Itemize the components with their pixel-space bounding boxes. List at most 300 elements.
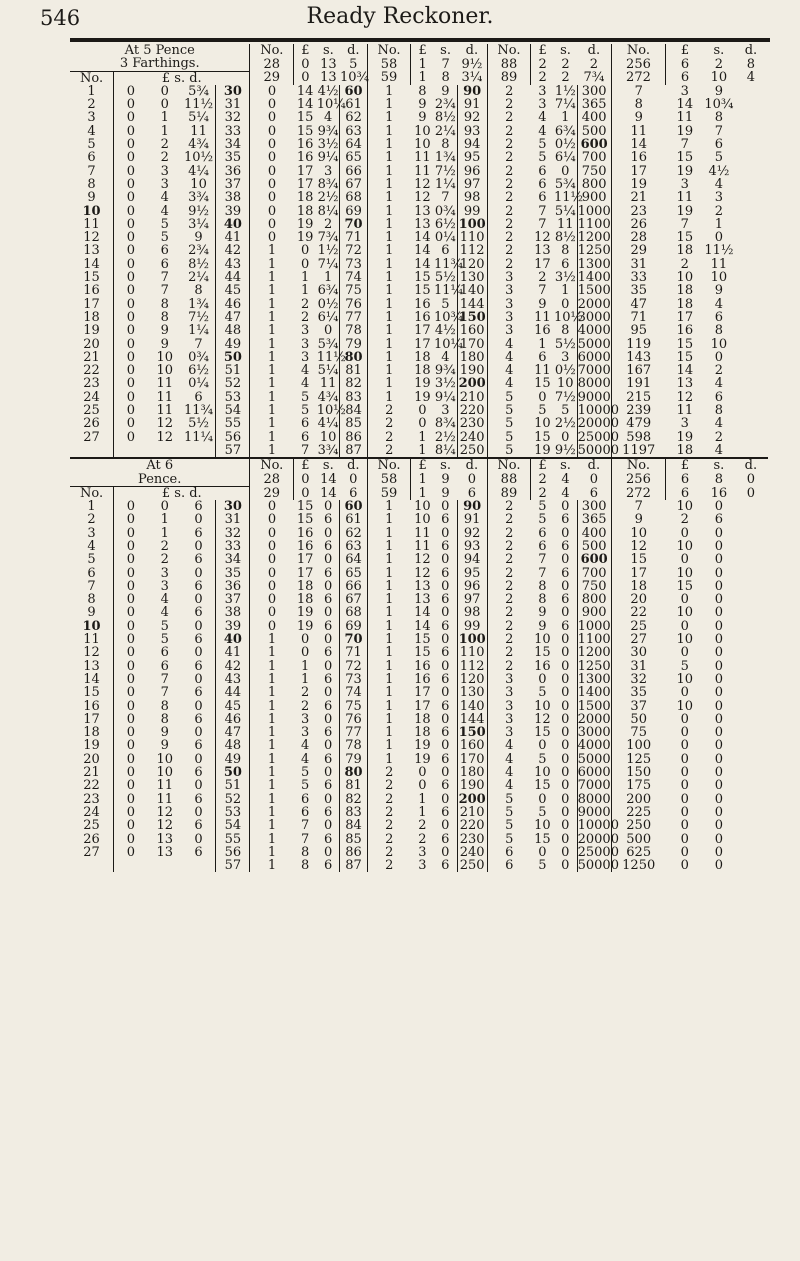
cell-no: 600: [577, 553, 611, 566]
cell-pence: 0: [194, 778, 203, 794]
cell-pounds: 22: [611, 606, 666, 619]
cell-no: 9: [87, 605, 96, 621]
cell-shillings: 6: [538, 525, 547, 541]
cell-pounds: 3: [487, 686, 531, 699]
cell-no: 67: [340, 593, 367, 606]
cell-no: 17: [83, 711, 100, 727]
cell-pounds: 225: [611, 806, 666, 819]
cell-pounds: 1: [250, 391, 294, 404]
cell-pence: 5: [561, 403, 570, 419]
cell-no: 34: [216, 138, 250, 151]
cell-no: 220: [457, 819, 487, 832]
cell-no: 250: [457, 444, 487, 458]
cell-shillings: 1: [418, 804, 427, 820]
cell-no: 32: [216, 527, 250, 540]
col-header-no: No.: [250, 44, 294, 58]
cell-pounds: 1: [250, 846, 294, 859]
cell-no: 73: [340, 258, 367, 271]
cell-pounds: 1: [367, 391, 411, 404]
cell-no: 15: [83, 685, 100, 701]
cell-pounds: 0: [114, 500, 148, 513]
cell-pence: 6: [561, 565, 570, 581]
cell-pence: 0: [441, 552, 450, 568]
cell-pounds: 0: [250, 125, 294, 138]
cell-no: 79: [340, 753, 367, 766]
cell-no: 20: [83, 751, 100, 767]
cell-no: 41: [216, 646, 250, 659]
cell-shillings: 5: [538, 512, 547, 528]
cell-pounds: 0: [250, 606, 294, 619]
cell-pence: 2: [714, 363, 724, 379]
table-6-pence: [70, 459, 768, 872]
cell-no: 230: [457, 833, 487, 846]
cell-shillings: 0: [680, 618, 689, 634]
cell-pence: 2½: [434, 429, 456, 445]
cell-pounds: 119: [611, 338, 666, 351]
cell-no: 16: [83, 698, 100, 714]
cell-pence: 6: [441, 538, 450, 554]
cell-pounds: 1: [367, 500, 411, 513]
cell-pounds: 47: [611, 298, 666, 311]
cell-no: 10000: [577, 403, 619, 419]
cell-no: 40: [216, 218, 250, 231]
cell-pence: 0: [561, 429, 570, 445]
cell-no: 26: [83, 831, 100, 847]
cell-shillings: 19: [676, 163, 694, 179]
cell-shillings: 10: [414, 512, 431, 528]
cell-shillings: 8: [160, 309, 169, 325]
cell-pence: 5: [441, 296, 450, 312]
cell-shillings: 1: [418, 429, 427, 445]
cell-pounds: 2: [487, 165, 531, 178]
cell-no: 19: [83, 738, 100, 754]
cell-shillings: 15: [676, 578, 694, 594]
cell-pence: 6½: [434, 216, 456, 232]
cell-pence: 0: [323, 658, 333, 674]
cell-pounds: 0: [294, 71, 317, 85]
cell-pounds: 1: [367, 85, 411, 98]
cell-pence: 0: [323, 711, 333, 727]
cell-pence: 1¼: [434, 176, 456, 192]
cell-no: 6000: [577, 765, 611, 781]
cell-pence: 4¾: [188, 137, 209, 153]
cell-pounds: 1: [250, 338, 294, 351]
cell-pounds: 0: [250, 567, 294, 580]
cell-pounds: 1: [367, 338, 411, 351]
cell-pence: 0: [746, 485, 756, 501]
cell-no: 15: [83, 270, 100, 286]
cell-shillings: 17: [296, 163, 314, 179]
cell-pounds: 5: [487, 793, 531, 806]
table-row: [70, 846, 768, 859]
cell-shillings: 0: [680, 804, 689, 820]
table-row: [70, 739, 768, 752]
col-header-money: £: [531, 459, 554, 473]
cell-no: 26: [83, 416, 100, 432]
cell-shillings: 16: [414, 671, 431, 687]
cell-pounds: 1: [367, 660, 411, 673]
table-row: [70, 580, 768, 593]
cell-no: 35: [216, 567, 250, 580]
cell-pounds: 7: [611, 500, 666, 513]
cell-no: 44: [216, 271, 250, 284]
cell-pence: 6: [441, 512, 450, 528]
table-row: [70, 673, 768, 686]
cell-pounds: 0: [250, 513, 294, 526]
cell-no: 22: [83, 363, 100, 379]
cell-shillings: 16: [414, 658, 431, 674]
cell-pounds: 30: [611, 646, 666, 659]
cell-shillings: 11: [156, 791, 174, 807]
cell-shillings: 4: [301, 751, 310, 767]
cell-shillings: 6: [538, 349, 547, 365]
cell-no: 49: [216, 753, 250, 766]
cell-pounds: 0: [114, 660, 148, 673]
cell-shillings: 10: [676, 698, 694, 714]
table-row: [70, 431, 768, 444]
table-row: [70, 779, 768, 792]
cell-pence: 0: [323, 844, 333, 860]
cell-pounds: 5: [487, 404, 531, 417]
cell-no: 120: [457, 673, 487, 686]
cell-pence: 8¾: [434, 416, 456, 432]
cell-no: 23: [83, 791, 100, 807]
cell-pounds: 1: [367, 271, 411, 284]
cell-no: 50000: [577, 442, 619, 458]
cell-shillings: 4: [160, 592, 169, 608]
cell-no: 400: [577, 111, 611, 124]
cell-shillings: 1: [160, 525, 169, 541]
cell-no: 57: [216, 859, 250, 872]
cell-no: 1: [87, 83, 96, 99]
table-row: [70, 859, 768, 872]
cell-pence: 5¾: [554, 176, 576, 192]
cell-shillings: 10: [676, 499, 694, 515]
cell-pounds: 2: [487, 231, 531, 244]
cell-shillings: 7: [301, 442, 310, 458]
cell-pence: 0: [194, 804, 203, 820]
cell-pounds: 0: [250, 205, 294, 218]
cell-no: 56: [216, 846, 250, 859]
cell-no: 66: [340, 165, 367, 178]
cell-shillings: 15: [676, 150, 694, 166]
cell-pence: 10½: [183, 150, 214, 166]
cell-shillings: 0: [418, 403, 427, 419]
cell-no: 60: [340, 500, 367, 513]
cell-pence: 0: [561, 552, 570, 568]
cell-pounds: 3: [487, 298, 531, 311]
table-row: [70, 700, 768, 713]
cell-shillings: 15: [534, 831, 551, 847]
col-header-money: s.: [322, 458, 334, 474]
cell-no: 750: [577, 580, 611, 593]
cell-pence: 11¾: [434, 256, 464, 272]
cell-pence: 8¼: [317, 203, 339, 219]
cell-shillings: 6: [538, 163, 547, 179]
cell-pounds: 1: [367, 205, 411, 218]
cell-no: 1250: [577, 243, 611, 259]
cell-shillings: 15: [296, 123, 314, 139]
cell-no: 32: [216, 111, 250, 124]
cell-pence: 0: [561, 671, 570, 687]
cell-no: 20: [83, 336, 100, 352]
cell-shillings: 8: [160, 698, 169, 714]
cell-shillings: 12: [534, 711, 551, 727]
cell-no: 76: [340, 298, 367, 311]
cell-pounds: 1: [367, 513, 411, 526]
cell-shillings: 5: [160, 618, 169, 634]
cell-shillings: 0: [680, 645, 689, 661]
cell-pence: 0: [194, 565, 203, 581]
cell-pounds: 5: [487, 806, 531, 819]
cell-no: 96: [457, 580, 487, 593]
cell-no: 47: [216, 311, 250, 324]
cell-pence: 0: [714, 685, 724, 701]
cell-pounds: 143: [611, 351, 666, 364]
cell-pounds: 1: [367, 151, 411, 164]
cell-pence: 0: [714, 230, 724, 246]
cell-shillings: 16: [296, 137, 314, 153]
cell-shillings: 11: [414, 150, 431, 166]
cell-pounds: 71: [611, 311, 666, 324]
cell-pounds: 3: [487, 311, 531, 324]
cell-pounds: 1: [367, 646, 411, 659]
cell-no: 29: [250, 71, 294, 85]
cell-no: 27: [83, 429, 100, 445]
cell-no: 10: [82, 618, 101, 634]
cell-pence: 0: [561, 751, 570, 767]
cell-no: 6: [87, 565, 96, 581]
cell-no: 62: [340, 527, 367, 540]
cell-shillings: 15: [534, 376, 551, 392]
cell-shillings: 7: [538, 216, 547, 232]
cell-pounds: 1: [250, 284, 294, 297]
cell-no: 180: [457, 351, 487, 364]
cell-pounds: 17: [611, 165, 666, 178]
cell-shillings: 6: [301, 429, 310, 445]
cell-shillings: 15: [414, 270, 431, 286]
cell-no: 4: [87, 538, 96, 554]
cell-shillings: 10: [534, 416, 551, 432]
cell-pounds: 35: [611, 284, 666, 297]
cell-pence: 6: [349, 485, 358, 501]
cell-pence: 2: [714, 429, 724, 445]
cell-no: 95: [457, 567, 487, 580]
cell-shillings: 18: [296, 190, 314, 206]
cell-pence: 10½: [316, 403, 346, 419]
cell-no: 365: [577, 98, 611, 111]
cell-pounds: 125: [611, 753, 666, 766]
cell-no: 1: [87, 499, 96, 515]
col-header-money: s.: [713, 458, 725, 474]
cell-shillings: 3: [680, 176, 689, 192]
cell-pounds: 1: [250, 271, 294, 284]
cell-pence: 0: [194, 645, 203, 661]
cell-shillings: 14: [676, 97, 694, 113]
table-row: [70, 138, 768, 151]
cell-pounds: 2: [367, 859, 411, 872]
cell-pounds: 4: [487, 779, 531, 792]
cell-no: 8: [87, 176, 96, 192]
cell-pounds: 1: [367, 633, 411, 646]
cell-pence: 7: [714, 123, 724, 139]
cell-pounds: 1: [367, 231, 411, 244]
cell-pounds: 31: [611, 660, 666, 673]
cell-pence: 6: [194, 658, 203, 674]
cell-pence: 8: [561, 323, 570, 339]
cell-pounds: 0: [114, 231, 148, 244]
cell-no: 96: [457, 165, 487, 178]
cell-pounds: 175: [611, 779, 666, 792]
cell-pounds: 15: [611, 553, 666, 566]
cell-pence: 0: [323, 791, 333, 807]
cell-pence: 3¾: [188, 190, 209, 206]
cell-pounds: 6: [666, 58, 704, 72]
cell-pence: 0: [714, 858, 724, 874]
cell-no: 7000: [577, 778, 611, 794]
cell-pounds: 7: [611, 85, 666, 98]
cell-no: 11: [83, 216, 100, 232]
cell-shillings: 10: [156, 363, 174, 379]
cell-pounds: 3: [487, 271, 531, 284]
table-row: [70, 459, 768, 473]
cell-pence: 0: [467, 471, 477, 487]
cell-no: 220: [457, 404, 487, 417]
cell-shillings: 3: [301, 336, 310, 352]
cell-pounds: 0: [250, 111, 294, 124]
cell-shillings: 15: [414, 645, 431, 661]
cell-shillings: 13: [414, 578, 431, 594]
cell-pounds: 2: [487, 527, 531, 540]
cell-no: 79: [340, 338, 367, 351]
cell-shillings: 1: [418, 791, 427, 807]
cell-pounds: 0: [114, 633, 148, 646]
cell-pounds: 5: [487, 417, 531, 430]
col-header-money: £ s. d.: [114, 71, 250, 85]
table-row: [70, 231, 768, 244]
cell-shillings: 11: [156, 778, 174, 794]
cell-no: 94: [457, 138, 487, 151]
cell-pounds: 0: [114, 258, 148, 271]
cell-no: 47: [216, 726, 250, 739]
cell-pounds: 21: [611, 191, 666, 204]
cell-no: 81: [340, 364, 367, 377]
cell-no: 13: [83, 243, 100, 259]
table-row: [70, 606, 768, 619]
cell-pence: 4½: [317, 83, 339, 99]
cell-no: 97: [457, 593, 487, 606]
cell-pence: 3½: [434, 376, 456, 392]
cell-shillings: 6: [160, 256, 169, 272]
cell-no: 140: [457, 700, 487, 713]
cell-no: 34: [216, 553, 250, 566]
cell-pence: 6: [194, 685, 203, 701]
table-row: [70, 486, 768, 500]
cell-no: 4000: [577, 738, 611, 754]
cell-shillings: 11: [156, 376, 174, 392]
cell-no: 71: [340, 231, 367, 244]
cell-no: 1500: [577, 283, 611, 299]
cell-no: 90: [457, 500, 487, 513]
cell-pounds: 1: [367, 98, 411, 111]
cell-no: 50: [216, 351, 250, 364]
table-row: [70, 660, 768, 673]
cell-pence: 0: [714, 698, 724, 714]
cell-shillings: 6: [160, 645, 169, 661]
cell-shillings: 5: [538, 858, 547, 874]
cell-pence: 6: [441, 725, 450, 741]
cell-pounds: 1: [367, 620, 411, 633]
cell-pounds: 1: [250, 766, 294, 779]
cell-no: 90: [457, 85, 487, 98]
cell-pounds: 6: [666, 486, 704, 500]
cell-no: 58: [367, 58, 411, 72]
cell-pence: 0: [714, 538, 724, 554]
cell-pence: 6: [323, 831, 333, 847]
cell-no: 19: [83, 323, 100, 339]
cell-shillings: 7: [538, 203, 547, 219]
cell-pence: 0: [194, 751, 203, 767]
cell-pence: 5¼: [317, 363, 339, 379]
col-header-money: £: [411, 44, 434, 58]
cell-no: 900: [577, 191, 611, 204]
col-header-money: £ s. d.: [114, 486, 250, 500]
cell-pounds: 0: [114, 85, 148, 98]
cell-pounds: 3: [487, 284, 531, 297]
col-header-no: No.: [487, 44, 531, 58]
cell-shillings: 0: [301, 645, 310, 661]
table-row: [70, 686, 768, 699]
cell-pounds: 2: [487, 620, 531, 633]
cell-pence: 0: [441, 632, 450, 648]
cell-pence: 9½: [188, 203, 209, 219]
cell-pounds: 12: [611, 540, 666, 553]
cell-pence: 6: [323, 725, 333, 741]
cell-shillings: 17: [414, 323, 431, 339]
cell-pence: [182, 859, 216, 872]
cell-shillings: 11: [676, 110, 694, 126]
cell-shillings: 14: [296, 83, 314, 99]
cell-shillings: 16: [414, 309, 431, 325]
cell-pence: 0: [441, 791, 450, 807]
table-row: [70, 258, 768, 271]
cell-pence: 6: [561, 592, 570, 608]
cell-no: 7000: [577, 363, 611, 379]
cell-pence: 5½: [434, 270, 456, 286]
cell-pence: 2¼: [188, 270, 209, 286]
cell-no: 3: [87, 525, 96, 541]
cell-pounds: 1: [367, 686, 411, 699]
cell-shillings: [148, 859, 182, 872]
cell-pounds: 0: [114, 111, 148, 124]
cell-pence: 8½: [554, 230, 576, 246]
cell-shillings: 6: [160, 658, 169, 674]
cell-shillings: 1: [301, 270, 310, 286]
cell-no: 144: [457, 298, 487, 311]
cell-shillings: 1: [418, 442, 427, 458]
col-header-money: d.: [347, 458, 360, 474]
cell-pounds: 0: [250, 191, 294, 204]
cell-pounds: 3: [487, 673, 531, 686]
cell-pence: 0: [561, 685, 570, 701]
cell-no: 25000: [577, 844, 619, 860]
cell-no: 52: [216, 793, 250, 806]
cell-pence: 6: [441, 698, 450, 714]
cell-no: 210: [457, 391, 487, 404]
cell-pence: 0: [714, 499, 724, 515]
cell-pence: 9: [441, 83, 450, 99]
col-header-no: No.: [611, 44, 666, 58]
